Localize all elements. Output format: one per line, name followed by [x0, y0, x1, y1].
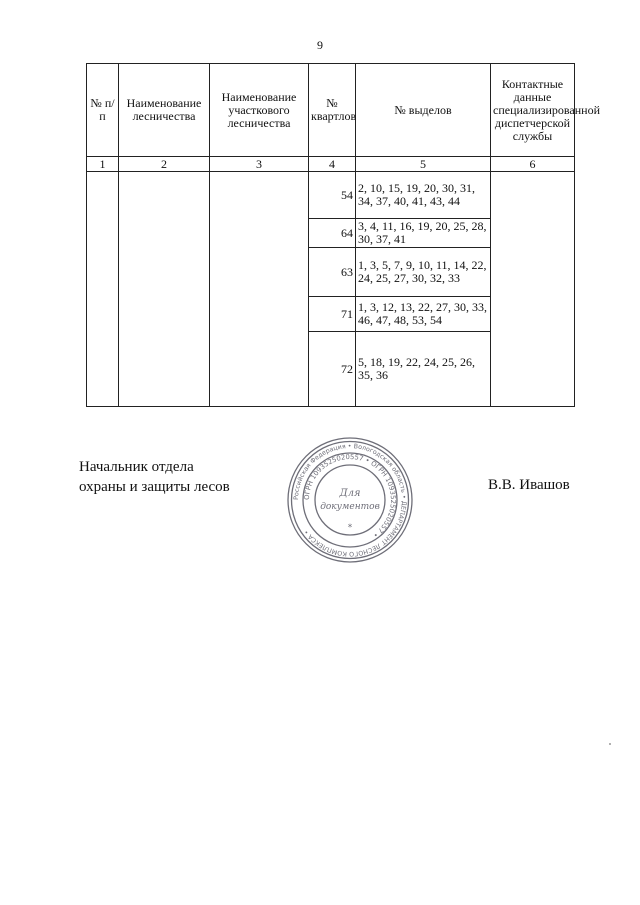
cell-forestry-empty: [119, 172, 210, 407]
column-number: 5: [356, 157, 491, 172]
stamp-inner-text: ОГРН 1093525020557 • ОГРН 1093525020557 •: [302, 452, 398, 540]
table-row: [87, 172, 575, 219]
sections-cell: 2, 10, 15, 19, 20, 30, 31, 34, 37, 40, 41, 43, 44: [356, 172, 491, 219]
sections-cell: 1, 3, 5, 7, 9, 10, 11, 14, 22, 24, 25, 27, 30, 32, 33: [356, 248, 491, 297]
stamp-center-line-2: документов: [320, 502, 380, 512]
scan-speck: [609, 743, 611, 745]
official-stamp: [286, 436, 414, 564]
forest-table: [86, 63, 601, 407]
sections-cell: 1, 3, 12, 13, 22, 27, 30, 33, 46, 47, 48, 53, 54: [356, 297, 491, 332]
quarter-cell: 64: [309, 219, 356, 248]
position-line-2: охраны и защиты лесов: [79, 479, 230, 495]
quarter-cell: 71: [309, 297, 356, 332]
sections-cell: 3, 4, 11, 16, 19, 20, 25, 28, 30, 37, 41: [356, 219, 491, 248]
column-number: 1: [87, 157, 119, 172]
stamp-star-icon: *: [347, 523, 353, 533]
quarter-cell: 72: [309, 332, 356, 407]
table-header-row: [87, 64, 575, 157]
signatory-name: В.В. Ивашов: [488, 477, 570, 493]
header-sections: № выделов: [356, 64, 491, 157]
column-number: 4: [309, 157, 356, 172]
position-line-1: Начальник отдела: [79, 459, 194, 475]
quarter-cell: 54: [309, 172, 356, 219]
page-number: 9: [317, 38, 323, 52]
column-number: 2: [119, 157, 210, 172]
column-number: 6: [491, 157, 575, 172]
cell-number-empty: [87, 172, 119, 407]
header-forestry: Наименование лесничества: [119, 64, 210, 157]
quarter-cell: 63: [309, 248, 356, 297]
cell-district-empty: [210, 172, 309, 407]
column-number: 3: [210, 157, 309, 172]
header-district-forestry: Наименование участкового лесничества: [210, 64, 309, 157]
cell-contacts-empty: [491, 172, 575, 407]
sections-cell: 5, 18, 19, 22, 24, 25, 26, 35, 36: [356, 332, 491, 407]
column-number-row: [87, 157, 575, 172]
signatory-position: [79, 457, 230, 497]
header-contacts: Контактные данные специализированной диспетчерской службы: [491, 64, 575, 157]
stamp-outer-text: Российская Федерация • Вологодская область • ДЕПАРТАМЕНТ ЛЕСНОГО КОМПЛЕКСА •: [292, 442, 408, 558]
header-number: № п/п: [87, 64, 119, 157]
stamp-center-line-1: Для: [339, 488, 361, 499]
header-quarters: № квартлов: [309, 64, 356, 157]
